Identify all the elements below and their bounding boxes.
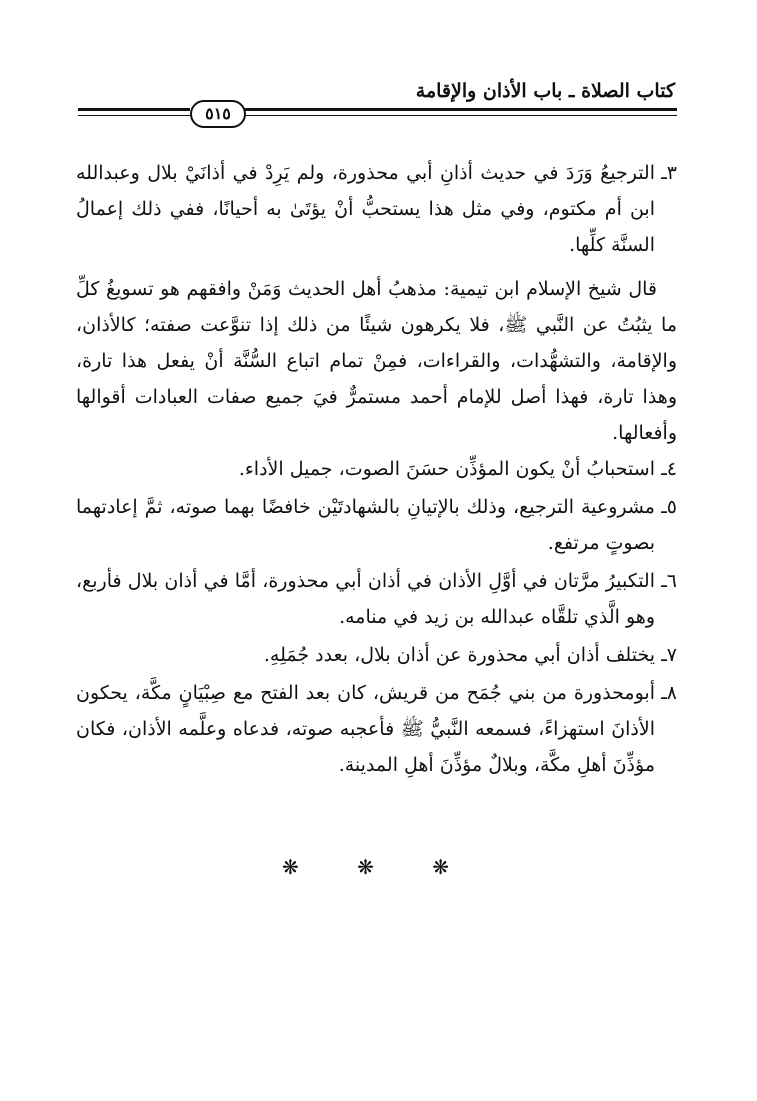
item-text: التكبيرُ مرَّتان في أوَّلِ الأذان في أذان أبي محذورة، أمَّا في أذان بلال فأربع، وهو الَّذي تلقَّاه عبدالله بن زيد في منامه.	[76, 570, 655, 628]
quote-paragraph: قال شيخ الإسلام ابن تيمية: مذهبُ أهل الحديث وَمَنْ وافقهم هو تسويغُ كلِّ ما يثبُتُ عن النَّبي ﷺ، فلا يكرهون شيئًا من ذلك إذا تنوَّعت صفته؛ كالأذان، والإقامة، والتشهُّدات، والقراءات، فمِنْ تمام اتباع السُّنَّة أنْ يفعل هذا تارة، وهذا تارة، فهذا أصل للإمام أحمد مستمرٌّ فيَ جميع صفات العبادات أقوالها وأفعالها.	[76, 278, 677, 444]
item-number: ٧ـ	[661, 644, 677, 666]
item-text: أبومحذورة من بني جُمَح من قريش، كان بعد الفتح مع صِبْيَانٍ مكَّة، يحكون الأذانَ استهزاءً، فسمعه النَّبيُّ ﷺ فأعجبه صوته، فدعاه وعلَّمه الأذان، فكان مؤذِّنَ أهلِ مكَّة، وبلالٌ مؤذِّنَ أهلِ المدينة.	[76, 682, 655, 776]
list-item	[76, 489, 677, 561]
item-number: ٥ـ	[661, 496, 677, 518]
list-item	[76, 451, 677, 487]
list-item	[76, 563, 677, 635]
header-rule-right-thin	[245, 115, 677, 116]
header-rule-right	[245, 108, 677, 111]
item-text: يختلف أذان أبي محذورة عن أذان بلال، بعدد جُمَلِهِ.	[263, 644, 655, 666]
list-item	[76, 155, 677, 263]
item-text: مشروعية الترجيع، وذلك بالإتيانِ بالشهادتَيْن خافضًا بهما صوته، ثمَّ إعادتهما بصوتٍ مرتفع.	[76, 496, 655, 554]
item-number: ٣ـ	[661, 162, 677, 184]
item-number: ٦ـ	[661, 570, 677, 592]
section-end-ornament: ❋ ❋ ❋	[282, 855, 475, 879]
header-rule-left	[78, 108, 190, 111]
running-header-title: كتاب الصلاة ـ باب الأذان والإقامة	[415, 80, 675, 102]
item-number: ٤ـ	[661, 458, 677, 480]
header-rule-left-thin	[78, 115, 190, 116]
item-text: استحبابُ أنْ يكون المؤذِّن حسَنَ الصوت، جميل الأداء.	[238, 458, 655, 480]
page-number: ٥١٥	[190, 100, 246, 128]
list-item	[76, 675, 677, 783]
main-text	[76, 155, 677, 785]
item-number: ٨ـ	[661, 682, 677, 704]
page-number-bar	[78, 100, 677, 130]
item-text: الترجيعُ وَرَدَ في حديث أذانِ أبي محذورة، ولم يَرِدْ في أذانَيْ بلال وعبدالله ابن أم مكتوم، وفي مثل هذا يستحبُّ أنْ يؤتَىٰ به أحيانًا، ففي ذلك إعمالُ السنَّة كلِّها.	[76, 162, 655, 256]
list-item	[76, 637, 677, 673]
